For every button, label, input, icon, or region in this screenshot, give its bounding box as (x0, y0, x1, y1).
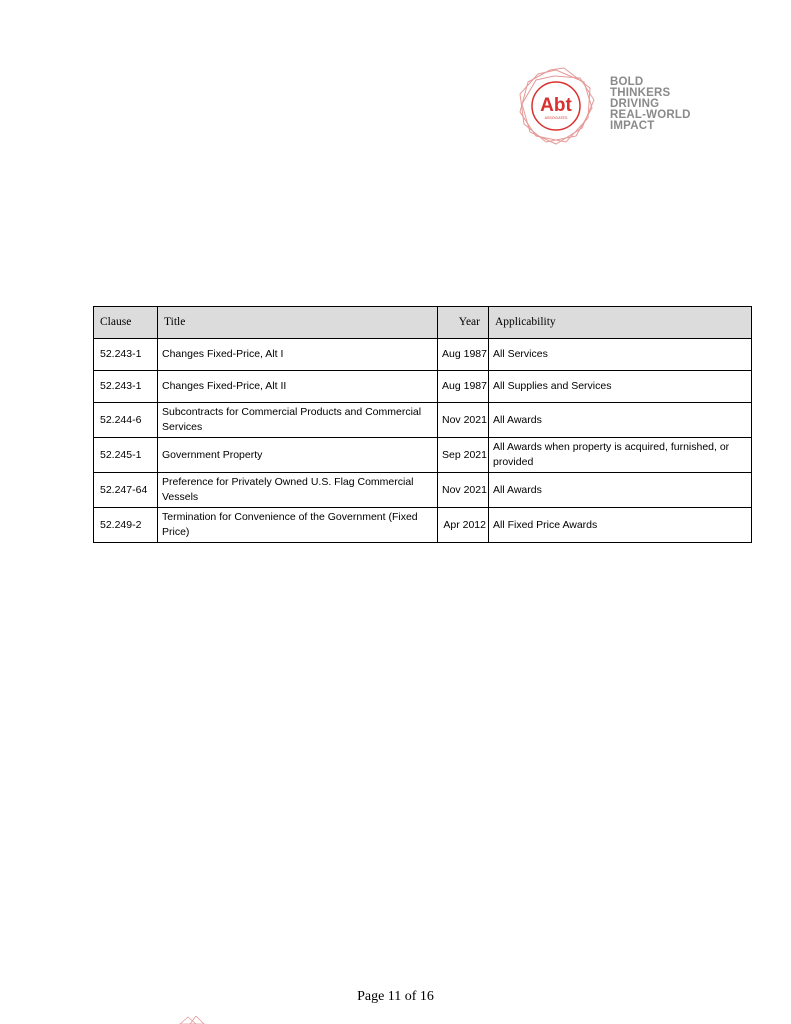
tagline-line: DRIVING (610, 98, 660, 110)
cell-title: Subcontracts for Commercial Products and Commercial Services (158, 403, 438, 438)
table-row (94, 508, 752, 543)
abt-logo-mark (516, 66, 606, 146)
cell-title: Government Property (158, 438, 438, 473)
cell-clause: 52.249-2 (94, 508, 158, 543)
cell-applicability: All Awards (489, 403, 752, 438)
footer-logo-fragment-icon (176, 1016, 216, 1024)
cell-year: Aug 1987 (438, 371, 489, 403)
far-clauses-table (93, 306, 752, 543)
cell-year: Sep 2021 (438, 438, 489, 473)
tagline-line: REAL-WORLD (610, 109, 691, 121)
table-header-row (94, 307, 752, 339)
cell-clause: 52.243-1 (94, 339, 158, 371)
table-row (94, 339, 752, 371)
logo-wordmark: Abt (540, 95, 572, 116)
table-row (94, 371, 752, 403)
tagline-line: THINKERS (610, 87, 671, 99)
column-header-year: Year (438, 307, 489, 339)
cell-year: Nov 2021 (438, 403, 489, 438)
table-row (94, 473, 752, 508)
abt-logo (516, 66, 706, 146)
cell-year: Apr 2012 (438, 508, 489, 543)
cell-applicability: All Supplies and Services (489, 371, 752, 403)
page-number: Page 11 of 16 (357, 989, 434, 1004)
table-row (94, 438, 752, 473)
column-header-clause: Clause (94, 307, 158, 339)
table-row (94, 403, 752, 438)
cell-applicability: All Awards (489, 473, 752, 508)
cell-clause: 52.245-1 (94, 438, 158, 473)
tagline-line: IMPACT (610, 120, 655, 132)
cell-year: Nov 2021 (438, 473, 489, 508)
cell-title: Preference for Privately Owned U.S. Flag Commercial Vessels (158, 473, 438, 508)
cell-year: Aug 1987 (438, 339, 489, 371)
cell-title: Changes Fixed-Price, Alt II (158, 371, 438, 403)
cell-title: Termination for Convenience of the Government (Fixed Price) (158, 508, 438, 543)
cell-clause: 52.244-6 (94, 403, 158, 438)
column-header-applicability: Applicability (489, 307, 752, 339)
cell-applicability: All Services (489, 339, 752, 371)
cell-clause: 52.243-1 (94, 371, 158, 403)
cell-title: Changes Fixed-Price, Alt I (158, 339, 438, 371)
cell-applicability: All Awards when property is acquired, furnished, or provided (489, 438, 752, 473)
tagline-line: BOLD (610, 76, 644, 88)
cell-applicability: All Fixed Price Awards (489, 508, 752, 543)
column-header-title: Title (158, 307, 438, 339)
cell-clause: 52.247-64 (94, 473, 158, 508)
logo-subtext: ASSOCIATES (544, 116, 568, 120)
tagline (610, 77, 691, 132)
